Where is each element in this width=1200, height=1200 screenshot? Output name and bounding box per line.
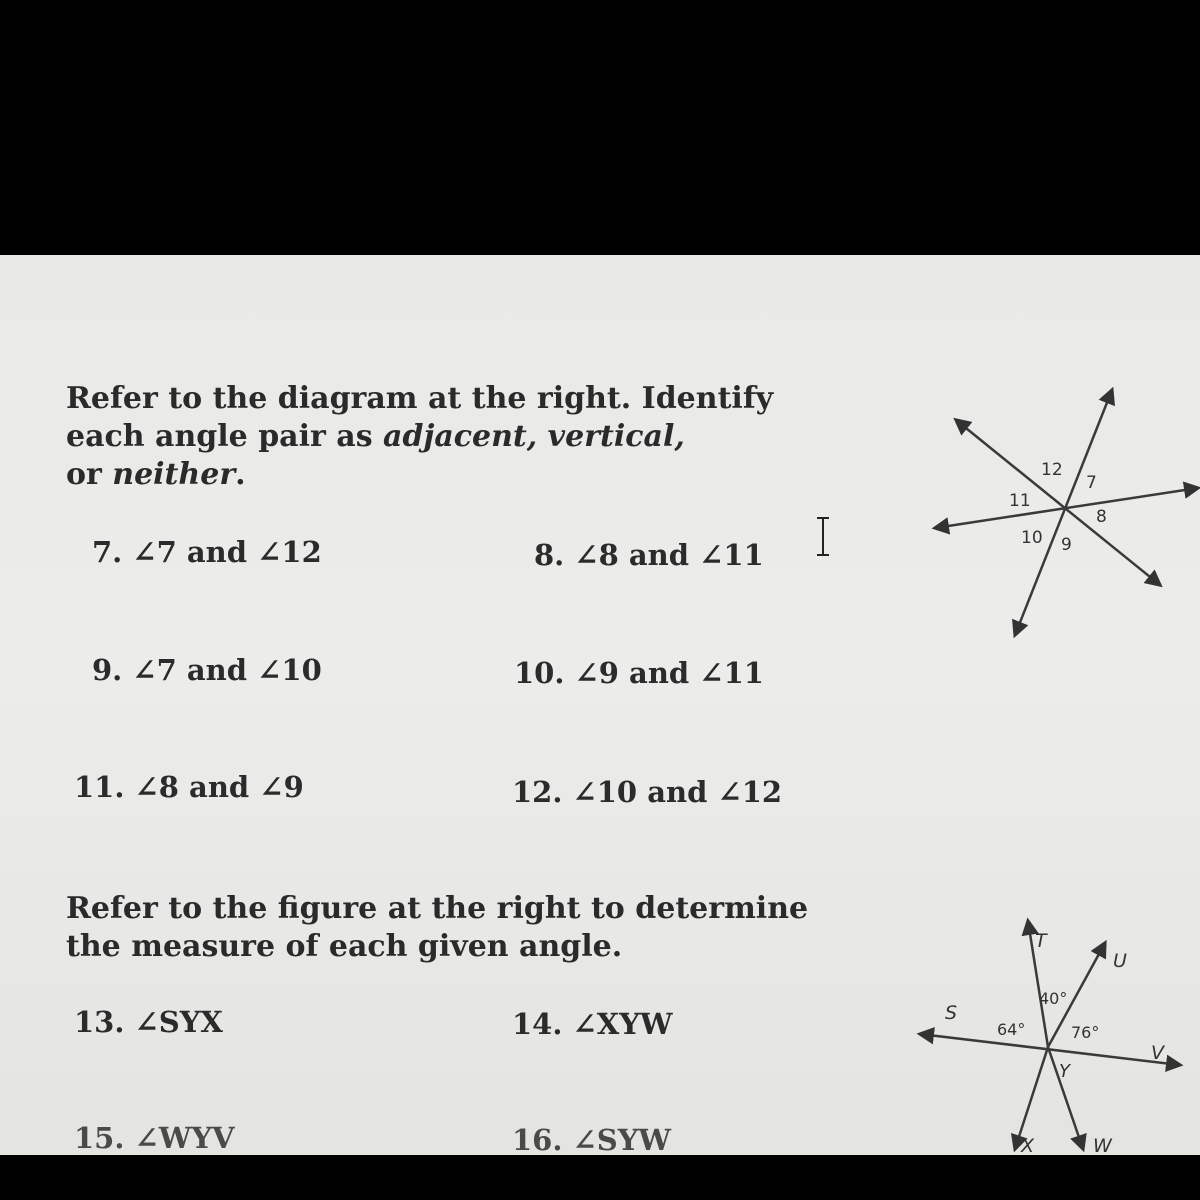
problem-number: 11.	[74, 770, 125, 804]
problem-number: 14.	[512, 1007, 563, 1041]
problem-text: ∠SYW	[572, 1123, 671, 1155]
angle-measure-40: 40°	[1039, 989, 1068, 1008]
problem-8	[534, 538, 764, 572]
angle-label-12: 12	[1041, 460, 1063, 480]
problem-number: 13.	[74, 1005, 125, 1039]
instructions-line-2: the measure of each given angle.	[66, 929, 623, 964]
problem-12	[512, 775, 782, 809]
problem-number: 10.	[514, 656, 565, 690]
problem-number: 16.	[512, 1123, 563, 1155]
instructions-angle-pairs	[66, 380, 786, 494]
problem-number: 7.	[92, 535, 123, 569]
intersecting-lines-diagram	[920, 380, 1200, 645]
problem-text: ∠8 and ∠9	[134, 770, 304, 804]
angle-label-11: 11	[1009, 491, 1031, 511]
text-cursor-icon	[808, 515, 838, 559]
angle-label-10: 10	[1021, 528, 1043, 548]
angle-measure-64: 64°	[997, 1020, 1026, 1039]
worksheet-page	[0, 255, 1200, 1155]
instructions-line-3: or	[66, 457, 113, 492]
problem-text: ∠SYX	[134, 1005, 223, 1039]
instructions-angle-measures	[66, 890, 826, 966]
problem-9	[92, 653, 322, 687]
problem-7	[92, 535, 322, 569]
problem-14	[512, 1007, 673, 1041]
problem-13	[74, 1005, 223, 1039]
problem-number: 9.	[92, 653, 123, 687]
problem-text: ∠7 and ∠12	[132, 535, 322, 569]
problem-10	[514, 656, 764, 690]
problem-number: 15.	[74, 1121, 125, 1155]
angle-label-9: 9	[1061, 535, 1072, 555]
instructions-line-1: Refer to the figure at the right to determine	[66, 891, 809, 926]
angle-measure-76: 76°	[1071, 1023, 1100, 1042]
problem-text: ∠8 and ∠11	[574, 538, 764, 572]
line-diagonal	[956, 420, 1160, 585]
point-label-S: S	[945, 1002, 958, 1024]
instructions-line-1: Refer to the diagram at the right. Identify	[66, 381, 774, 416]
problem-16	[512, 1123, 671, 1155]
point-label-Y: Y	[1059, 1061, 1070, 1082]
problem-11	[74, 770, 304, 804]
problem-15	[74, 1121, 235, 1155]
instructions-emphasis-neither: neither	[112, 457, 236, 492]
point-label-T: T	[1035, 930, 1047, 952]
point-label-X: X	[1021, 1135, 1035, 1155]
problem-number: 12.	[512, 775, 563, 809]
point-label-W: W	[1093, 1135, 1112, 1155]
problem-number: 8.	[534, 538, 565, 572]
problem-text: ∠10 and ∠12	[572, 775, 783, 809]
angle-measures-figure	[915, 917, 1200, 1155]
ray-YX	[1015, 1047, 1048, 1149]
point-label-V: V	[1151, 1042, 1164, 1064]
problem-text: ∠7 and ∠10	[132, 653, 322, 687]
angle-label-8: 8	[1096, 507, 1107, 527]
problem-text: ∠XYW	[572, 1007, 673, 1041]
instructions-emphasis-adjacent-vertical: adjacent, vertical,	[383, 419, 685, 454]
problem-text: ∠9 and ∠11	[574, 656, 764, 690]
problem-text: ∠WYV	[134, 1121, 235, 1155]
angle-label-7: 7	[1086, 473, 1097, 493]
line-horizontal	[935, 488, 1198, 528]
instructions-line-2: each angle pair as	[66, 419, 384, 454]
instructions-period: .	[235, 457, 246, 492]
point-label-U: U	[1113, 950, 1127, 972]
